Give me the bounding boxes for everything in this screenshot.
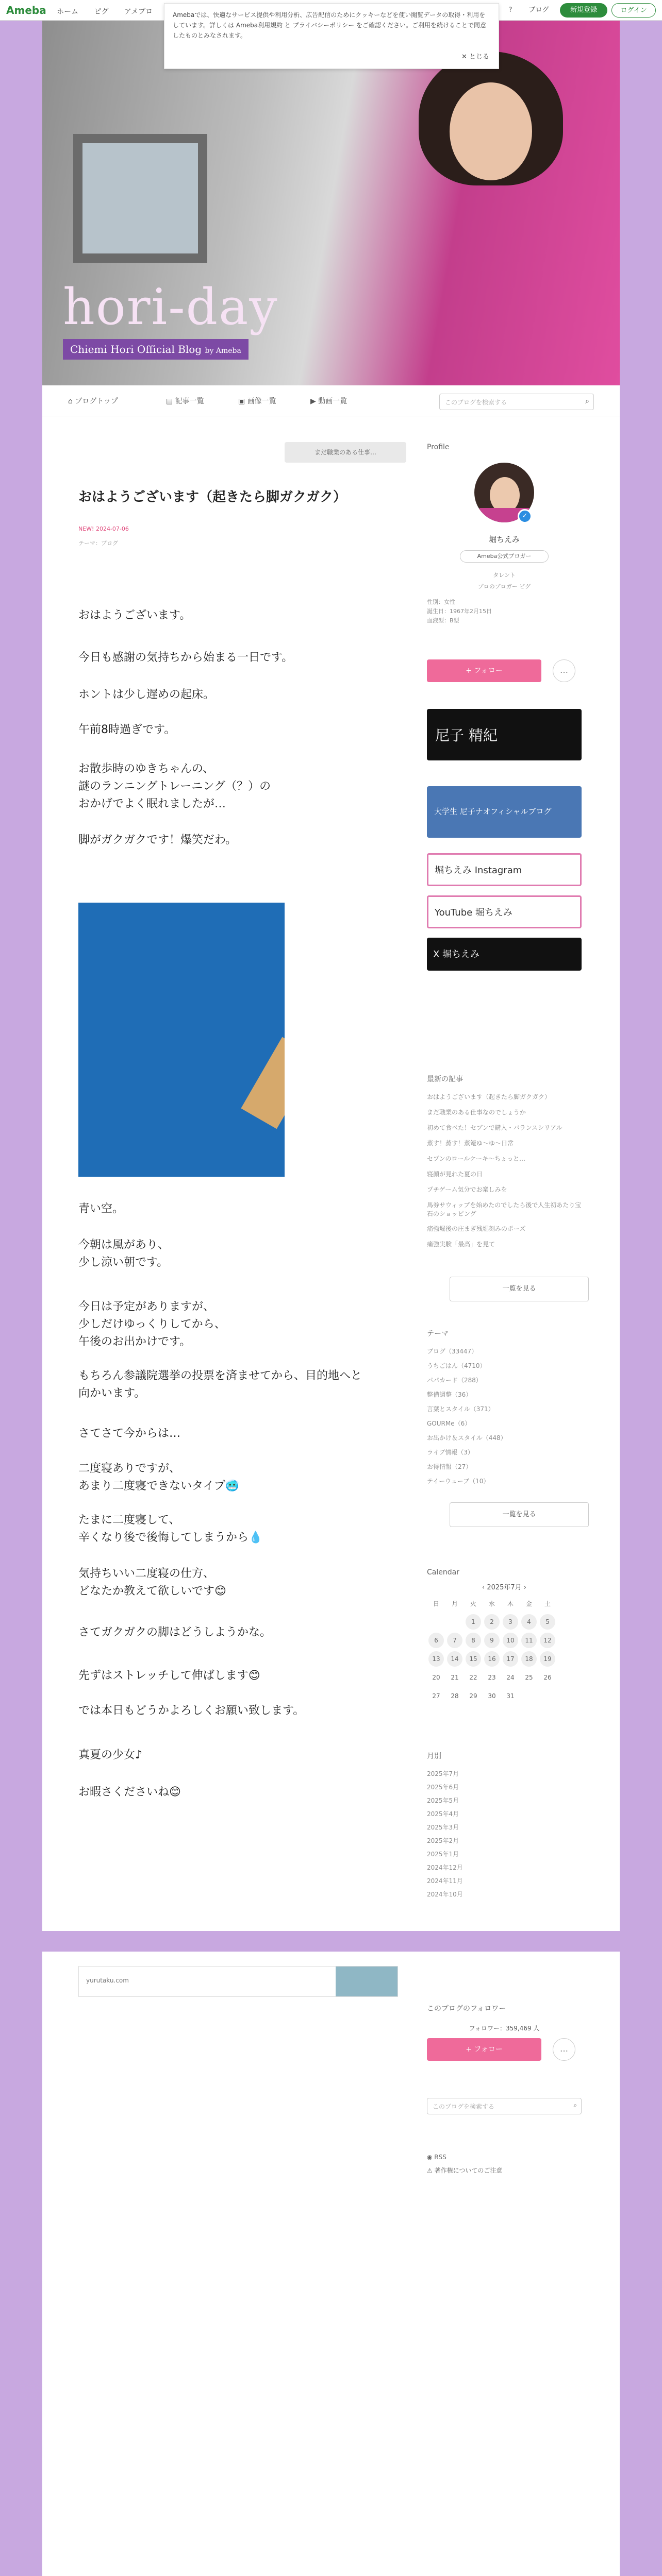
calendar-month: ‹ 2025年7月 › — [482, 1584, 527, 1591]
calendar-day[interactable]: 16 — [484, 1651, 500, 1667]
article-line: 青い空。 — [78, 1202, 124, 1215]
rss-label: RSS — [434, 2154, 446, 2161]
blog-top-link[interactable]: ⌂ ブログトップ — [68, 397, 118, 405]
dow: 木 — [507, 1600, 514, 1607]
calendar-day: 21 — [451, 1674, 459, 1681]
image-list-link[interactable]: ▣ 画像一覧 — [238, 397, 276, 405]
recent-item[interactable]: 蒸す！蒸す！蒸篭ゆ〜ゆ〜日常 — [427, 1140, 514, 1147]
more-options-button-2[interactable]: … — [553, 2038, 575, 2061]
theme-item[interactable]: パパカード（288） — [427, 1377, 482, 1384]
entry-list-label: 記事一覧 — [175, 397, 204, 405]
article-line: おはようございます。 — [78, 609, 191, 622]
nav-ameblo-link[interactable]: アメブロ — [124, 8, 153, 16]
article-line: 今日は予定がありますが、 — [78, 1300, 215, 1313]
blog-top-label: ブログトップ — [75, 397, 118, 405]
photo-detail — [241, 1037, 285, 1129]
univ-blog-banner[interactable] — [427, 786, 582, 838]
book-banner[interactable] — [427, 709, 582, 760]
article-line: さてさて今からは… — [78, 1427, 181, 1440]
calendar-day[interactable]: 6 — [428, 1633, 444, 1648]
article-line: 二度寝ありですが、 — [78, 1462, 181, 1475]
help-button[interactable]: ? — [508, 6, 512, 14]
calendar-day: 28 — [451, 1692, 459, 1700]
calendar-day[interactable]: 19 — [540, 1651, 555, 1667]
calendar-day[interactable]: 1 — [466, 1614, 481, 1630]
theme-more-button[interactable]: 一覧を見る — [450, 1502, 589, 1527]
article-date: NEW! 2024-07-06 — [78, 526, 129, 532]
follow-button-2[interactable]: + フォロー — [427, 2038, 541, 2061]
blog-header — [42, 21, 620, 385]
article-line: 今日も感謝の気持ちから始まる一日です。 — [78, 651, 293, 664]
follower-heading: このブログのフォロワー — [427, 2005, 506, 2013]
article-line: もちろん参議院選挙の投票を済ませてから、目的地へと — [78, 1369, 362, 1382]
article-line: どなたか教えて欲しいです😊 — [78, 1585, 226, 1598]
entry-list-link[interactable]: ▤ 記事一覧 — [166, 397, 204, 405]
login-button[interactable]: ログイン — [611, 3, 656, 18]
search-placeholder-2: このブログを検索する — [433, 2103, 495, 2110]
calendar-day[interactable]: 11 — [521, 1633, 537, 1648]
dow: 土 — [544, 1600, 551, 1607]
blog-subtitle-text: Chiemi Hori Official Blog — [70, 343, 202, 355]
calendar-day[interactable]: 10 — [503, 1633, 518, 1648]
article-line: 少しだけゆっくりしてから、 — [78, 1318, 226, 1331]
header-window-photo — [73, 134, 207, 263]
blog-page-lower — [42, 1952, 620, 2576]
profile-gender: 性別：女性 — [427, 599, 455, 605]
article-line: たまに二度寝して、 — [78, 1514, 180, 1527]
article-line: 謎のランニングトレーニング（？）の — [78, 780, 271, 793]
profile-bloodtype: 血液型：B型 — [427, 617, 459, 624]
copyright-notice-link[interactable]: ⚠ 著作権についてのご注意 — [427, 2167, 503, 2174]
theme-item[interactable]: お得情報（27） — [427, 1463, 472, 1470]
calendar-day: 29 — [469, 1692, 477, 1700]
powered-by: by Ameba — [205, 347, 241, 355]
nav-pigg-link[interactable]: ピグ — [94, 8, 109, 16]
calendar-day[interactable]: 3 — [503, 1614, 518, 1630]
calendar-day: 27 — [432, 1692, 440, 1700]
recent-item[interactable]: プチゲーム気分でお楽しみを — [427, 1186, 507, 1193]
official-blogger-badge: Ameba公式ブロガー — [460, 550, 549, 563]
archive-item[interactable]: 2024年12月 — [427, 1864, 463, 1871]
profile-birthday: 誕生日：1967年2月15日 — [427, 608, 492, 615]
archive-item[interactable]: 2025年1月 — [427, 1851, 459, 1858]
theme-item[interactable]: お出かけ＆スタイル（448） — [427, 1434, 507, 1442]
calendar-day[interactable]: 14 — [447, 1651, 462, 1667]
calendar-day[interactable]: 8 — [466, 1633, 481, 1648]
article-line: ホントは少し遅めの起床。 — [78, 688, 215, 701]
blog-title[interactable]: hori-day — [63, 278, 278, 336]
article-line: 午前8時過ぎです。 — [78, 723, 176, 736]
article-line: あまり二度寝できないタイプ🥶 — [78, 1480, 240, 1493]
theme-item[interactable]: 言葉とスタイル（371） — [427, 1405, 494, 1413]
article-line: では本日もどうかよろしくお願い致します。 — [78, 1704, 305, 1717]
archive-item[interactable]: 2025年4月 — [427, 1810, 459, 1818]
dow: 火 — [470, 1600, 476, 1607]
youtube-banner-text: YouTube 堀ちえみ — [435, 907, 512, 918]
univ-banner-text: 大学生 尼子ナオフィシャルブログ — [434, 807, 552, 816]
theme-item[interactable]: ライブ情報（3） — [427, 1449, 474, 1456]
article-line: 午後のお出かけです。 — [78, 1335, 191, 1348]
cookie-text: Amebaでは、快適なサービス提供や利用分析、広告配信のためにクッキーなどを使い閲覧データの取得・利用をしています。詳しくは Ameba利用規約 と プライバシーポリシー をご確認ください。ご利用を続けることで同意したものとみなされます。 — [173, 11, 486, 39]
calendar-day: 30 — [488, 1692, 496, 1700]
blog-search-input[interactable] — [439, 394, 594, 410]
calendar-day: 24 — [506, 1674, 515, 1681]
article-line: お暇さくださいね😊 — [78, 1786, 181, 1799]
book-banner-text: 尼子 精紀 — [435, 727, 498, 744]
search-icon[interactable]: ⌕ — [573, 2102, 577, 2109]
rss-link[interactable]: ◉ RSS — [427, 2154, 446, 2161]
article-line: 先ずはストレッチして伸ばします😊 — [78, 1669, 260, 1682]
archive-item[interactable]: 2025年5月 — [427, 1797, 459, 1804]
article-line: 向かいます。 — [78, 1387, 146, 1400]
profile-name[interactable]: 堀ちえみ — [488, 535, 520, 544]
archive-item[interactable]: 2024年10月 — [427, 1891, 463, 1898]
video-list-link[interactable]: ▶ 動画一覧 — [310, 397, 347, 405]
follow-button[interactable]: + フォロー — [427, 659, 541, 682]
article-line: 真夏の少女♪ — [78, 1749, 143, 1761]
article-line: 今朝は風があり、 — [78, 1239, 170, 1251]
profile-job: タレント — [493, 572, 516, 579]
archive-heading: 月別 — [427, 1752, 441, 1760]
calendar-table — [427, 1594, 557, 1705]
global-nav — [57, 6, 166, 16]
recent-item[interactable]: 初めて食べた！セブンで購入・バランスシリアル — [427, 1124, 562, 1131]
archive-item[interactable]: 2025年7月 — [427, 1770, 459, 1777]
theme-item[interactable]: うちごはん（4710） — [427, 1362, 486, 1369]
article-title[interactable]: おはようございます（起きたら脚ガクガク） — [78, 489, 347, 505]
article-theme[interactable]: テーマ：ブログ — [78, 540, 118, 547]
article-photo-sky[interactable] — [78, 903, 285, 1177]
recent-more-button[interactable]: 一覧を見る — [450, 1277, 589, 1301]
profile-heading: Profile — [427, 443, 450, 451]
blog-nav — [42, 385, 620, 416]
verified-icon: ✓ — [518, 509, 532, 523]
source-thumbnail — [336, 1967, 398, 1996]
calendar-day[interactable]: 2 — [484, 1614, 500, 1630]
blog-search-input-2[interactable] — [427, 2098, 582, 2114]
ameba-logo[interactable]: Ameba — [6, 4, 46, 16]
article-line: 辛くなり後で後悔してしまうから💧 — [78, 1531, 263, 1544]
theme-item[interactable]: GOURMe（6） — [427, 1420, 471, 1427]
article-line: 少し涼い朝です。 — [78, 1256, 169, 1269]
dow: 月 — [451, 1600, 458, 1607]
header-portrait-face — [450, 82, 532, 180]
image-list-label: 画像一覧 — [247, 397, 276, 405]
blog-button[interactable]: ブログ — [528, 6, 549, 14]
calendar-day: 22 — [469, 1674, 477, 1681]
calendar-day[interactable]: 4 — [521, 1614, 537, 1630]
calendar-day[interactable]: 12 — [540, 1633, 555, 1648]
instagram-banner-text: 堀ちえみ Instagram — [435, 865, 522, 876]
instagram-banner[interactable] — [427, 853, 582, 886]
recent-item[interactable]: おはようございます（起きたら脚ガクガク） — [427, 1093, 551, 1100]
calendar-day[interactable]: 15 — [466, 1651, 481, 1667]
article-line: さてガクガクの脚はどうしようかな。 — [78, 1626, 272, 1639]
dow: 水 — [488, 1600, 495, 1607]
archive-item[interactable]: 2024年11月 — [427, 1877, 463, 1885]
calendar-heading: Calendar — [427, 1568, 459, 1577]
x-banner-text: X 堀ちえみ — [433, 949, 480, 960]
recent-item[interactable]: まだ職業のある仕事なのでしょうか — [427, 1109, 526, 1116]
youtube-banner[interactable] — [427, 895, 582, 928]
calendar-day[interactable]: 5 — [540, 1614, 555, 1630]
article-line: 脚がガクガクです！爆笑だわ。 — [78, 834, 237, 846]
recent-item[interactable]: 痛強実験「最高」を見て — [427, 1241, 495, 1248]
source-url: yurutaku.com — [86, 1977, 129, 1984]
recent-item[interactable]: セブンのロールケーキ〜ちょっと… — [427, 1155, 526, 1162]
calendar-day: 31 — [506, 1692, 515, 1700]
dow: 日 — [433, 1600, 439, 1607]
theme-heading: テーマ — [427, 1330, 449, 1338]
calendar-day: 25 — [525, 1674, 533, 1681]
calendar-day[interactable]: 13 — [428, 1651, 444, 1667]
calendar-day: 23 — [488, 1674, 496, 1681]
search-icon[interactable]: ⌕ — [585, 397, 589, 405]
article-line: お散歩時のゆきちゃんの、 — [78, 762, 214, 775]
calendar-day[interactable]: 18 — [521, 1651, 537, 1667]
cookie-notice — [164, 3, 499, 69]
calendar-day: 26 — [543, 1674, 552, 1681]
x-banner[interactable] — [427, 938, 582, 971]
blog-page — [42, 385, 620, 1931]
article-line: おかげでよく眠れましたが… — [78, 798, 226, 810]
cookie-close-button[interactable]: ✕ とじる — [461, 53, 489, 61]
register-button[interactable]: 新規登録 — [560, 3, 607, 18]
calendar-day[interactable]: 17 — [503, 1651, 518, 1667]
copyright-notice-label: 著作権についてのご注意 — [434, 2167, 503, 2174]
recent-item[interactable]: 馬券サウィップを始めたのでしたら後で人生初あたり宝石のショッピング — [427, 1201, 582, 1217]
archive-item[interactable]: 2025年3月 — [427, 1824, 459, 1831]
source-card[interactable] — [78, 1966, 398, 1997]
more-options-button[interactable]: … — [553, 659, 575, 682]
calendar-day: 20 — [432, 1674, 440, 1681]
theme-item[interactable]: ブログ（33447） — [427, 1348, 478, 1355]
theme-item[interactable]: 整備調整（36） — [427, 1391, 472, 1398]
calendar-day[interactable]: 7 — [447, 1633, 462, 1648]
blog-subtitle — [63, 339, 249, 360]
recent-item[interactable]: 痛強堀後の庄まぎ残堀刻みのポーズ — [427, 1225, 526, 1232]
archive-item[interactable]: 2025年6月 — [427, 1784, 459, 1791]
archive-item[interactable]: 2025年2月 — [427, 1837, 459, 1844]
calendar-month-label: 2025年7月 — [487, 1584, 522, 1591]
blog-search-placeholder: このブログを検索する — [445, 399, 507, 406]
video-list-label: 動画一覧 — [318, 397, 347, 405]
nav-home-link[interactable]: ホーム — [57, 8, 78, 16]
theme-item[interactable]: テイーウェーブ（10） — [427, 1478, 490, 1485]
calendar-day[interactable]: 9 — [484, 1633, 500, 1648]
recent-heading: 最新の記事 — [427, 1075, 463, 1083]
article-line: 気持ちいい二度寝の仕方、 — [78, 1567, 215, 1580]
profile-links[interactable]: プロのブロガー ピグ — [477, 583, 531, 590]
follower-count: フォロワー：359,469 人 — [469, 2025, 540, 2032]
recent-item[interactable]: 寝顔が見れた夏の日 — [427, 1171, 483, 1178]
prev-article-button[interactable]: まだ職業のある仕事… — [285, 442, 406, 463]
dow: 金 — [525, 1600, 532, 1607]
